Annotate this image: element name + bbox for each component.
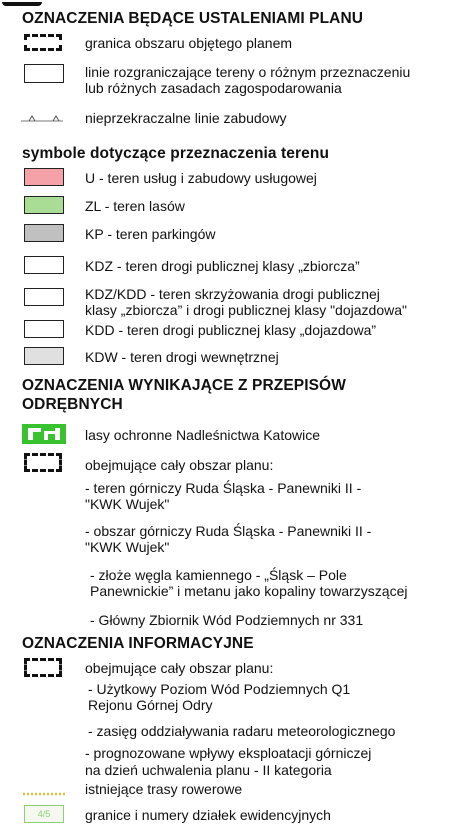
legend-label: lasy ochronne Nadleśnictwa Katowice bbox=[85, 427, 321, 443]
whole-plan-area-swatch bbox=[24, 453, 62, 472]
legend-label: obejmujące cały obszar planu: bbox=[85, 660, 274, 676]
legend-label: - zasięg oddziaływania radaru meteorologicznego bbox=[88, 723, 396, 739]
section-title-separate: OZNACZENIA WYNIKAJĄCE Z PRZEPISÓW bbox=[22, 377, 346, 394]
legend-label: granica obszaru objętego planem bbox=[85, 35, 293, 51]
legend-label: Rejonu Górnej Odry bbox=[88, 697, 213, 713]
legend-label: - obszar górniczy Ruda Śląska - Panewniki II - bbox=[85, 523, 372, 539]
swatch-U bbox=[24, 168, 64, 186]
legend-label: linie rozgraniczające tereny o różnym przeznaczeniu bbox=[85, 64, 411, 80]
legend-label: KDW - teren drogi wewnętrznej bbox=[85, 349, 279, 365]
legend-label: - teren górniczy Ruda Śląska - Panewniki II - bbox=[85, 480, 362, 496]
legend-label: "KWK Wujek" bbox=[85, 539, 170, 555]
parcel-swatch bbox=[24, 805, 64, 823]
legend-label: nieprzekraczalne linie zabudowy bbox=[85, 110, 287, 126]
legend-label: KDZ/KDD - teren skrzyżowania drogi publicznej bbox=[85, 286, 380, 302]
swatch-KDZ-KDD bbox=[24, 288, 64, 306]
swatch-ZL bbox=[24, 196, 64, 214]
legend-label: KDZ - teren drogi publicznej klasy „zbiorcza” bbox=[85, 258, 360, 274]
info-plan-area-swatch bbox=[24, 658, 62, 677]
swatch-KDZ bbox=[24, 256, 64, 274]
legend-label: klasy „zbiorcza” i drogi publicznej klasy "dojazdowa" bbox=[85, 302, 407, 318]
swatch-KDW bbox=[24, 347, 64, 365]
legend-label: na dzień uchwalenia planu - II kategoria bbox=[85, 762, 332, 778]
legend-label: - prognozowane wpływy eksploatacji górniczej bbox=[85, 745, 372, 761]
legend-label: granice i numery działek ewidencyjnych bbox=[85, 807, 331, 823]
plan-boundary-swatch bbox=[24, 34, 62, 51]
building-line-symbol bbox=[20, 110, 64, 120]
legend-label: "KWK Wujek" bbox=[85, 496, 170, 512]
section-title-symbols: symbole dotyczące przeznaczenia terenu bbox=[22, 145, 330, 162]
legend-label: obejmujące cały obszar planu: bbox=[85, 457, 274, 473]
legend-label: - Użytkowy Poziom Wód Podziemnych Q1 bbox=[88, 681, 351, 697]
legend-label: Panewnickie” i metanu jako kopaliny towarzyszącej bbox=[90, 583, 408, 599]
legend-label: istniejące trasy rowerowe bbox=[85, 781, 243, 797]
demarcation-lines-swatch bbox=[24, 64, 64, 83]
legend-label: - Główny Zbiornik Wód Podziemnych nr 331 bbox=[90, 612, 364, 628]
section-title-info: OZNACZENIA INFORMACYJNE bbox=[22, 635, 254, 652]
swatch-KP bbox=[24, 224, 64, 242]
legend-label: U - teren usług i zabudowy usługowej bbox=[85, 170, 317, 186]
legend-label: KP - teren parkingów bbox=[85, 226, 216, 242]
protective-forest-symbol bbox=[22, 424, 66, 444]
legend-label: lub różnych zasadach zagospodarowania bbox=[85, 80, 342, 96]
swatch-KDD bbox=[24, 320, 64, 338]
section-title-plan: OZNACZENIA BĘDĄCE USTALENIAMI PLANU bbox=[22, 10, 364, 27]
parcel-number: 4/5 bbox=[37, 809, 51, 819]
legend-label: KDD - teren drogi publicznej klasy „dojazdowa” bbox=[85, 322, 377, 338]
cropped-top-text bbox=[0, 0, 60, 4]
bike-route-symbol bbox=[22, 784, 66, 790]
legend-label: - złoże węgla kamiennego - „Śląsk – Pole bbox=[90, 567, 347, 583]
section-title-separate-2: ODRĘBNYCH bbox=[22, 396, 123, 413]
legend-label: ZL - teren lasów bbox=[85, 198, 185, 214]
